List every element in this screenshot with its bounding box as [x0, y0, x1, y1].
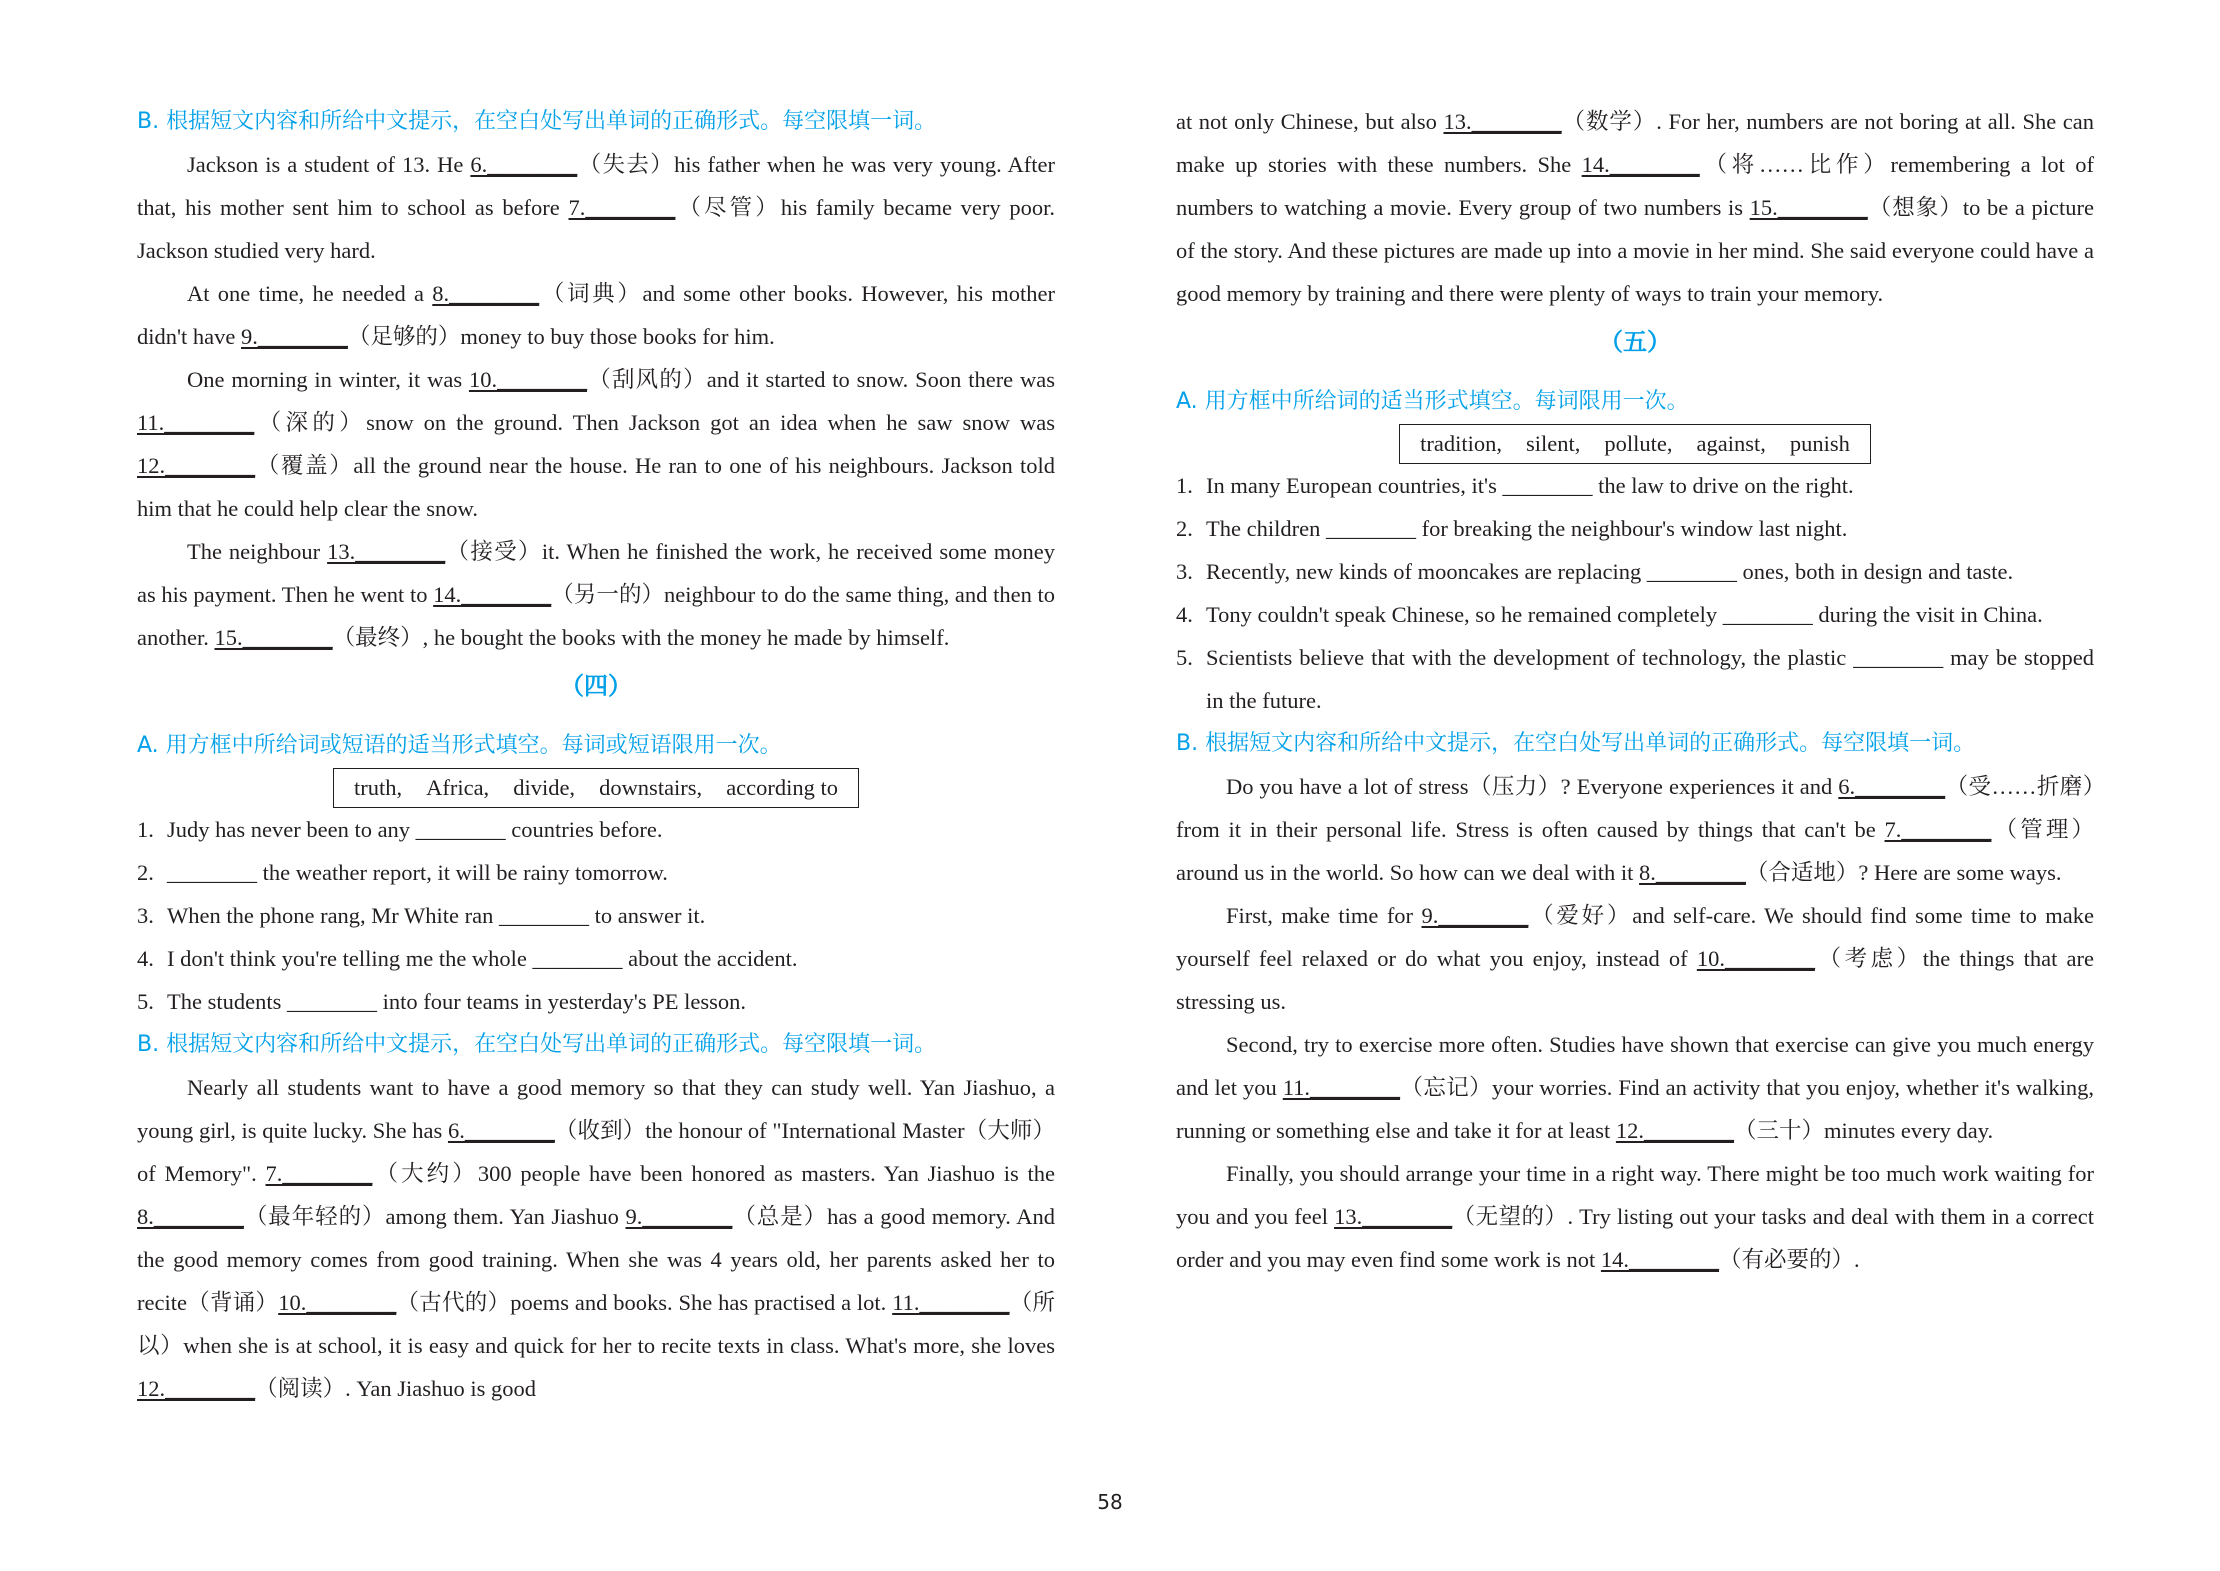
question-number: 4. — [1176, 602, 1193, 627]
question-number: 5. — [1176, 645, 1193, 670]
answer-blank: 13.________ — [1443, 109, 1562, 134]
word-box-item: tradition, — [1420, 431, 1502, 456]
answer-blank: 9.________ — [625, 1204, 733, 1229]
question-item — [137, 894, 1055, 937]
section-five-title: （五） — [1599, 328, 1671, 356]
answer-blank: 13.________ — [327, 539, 446, 564]
question-text: In many European countries, it's ________ the law to drive on the right. — [1206, 473, 1854, 498]
answer-blank: 8.________ — [432, 281, 540, 306]
answer-blank: 15.________ — [214, 625, 333, 650]
right-column — [1176, 100, 2094, 1281]
word-box — [333, 768, 859, 808]
section-b-instruction: B. 根据短文内容和所给中文提示，在空白处写出单词的正确形式。每空限填一词。 — [137, 109, 937, 134]
word-box-item: punish — [1789, 431, 1850, 456]
answer-blank: 9.________ — [241, 324, 348, 349]
answer-blank: 11.________ — [1282, 1075, 1401, 1100]
passage-paragraph: Second, try to exercise more often. Studies have shown that exercise can give you much energy and let you 11.________（忘记）your worries. Find an activity that you enjoy, whether it's walking, running or something else and take it for at least 12.________（三十）minutes every day. — [1176, 1032, 2094, 1143]
passage-paragraph: Finally, you should arrange your time in a right way. There might be too much work waiting for you and you feel 13.________（无望的）. Try listing out your tasks and deal with them in a correct order and you may even find some work is not 14.________（有必要的）. — [1176, 1161, 2094, 1272]
answer-blank: 6.________ — [470, 152, 578, 177]
question-text: ________ the weather report, it will be rainy tomorrow. — [167, 860, 668, 885]
answer-blank: 7.________ — [568, 195, 676, 220]
passage-paragraph: at not only Chinese, but also 13.________（数学）. For her, numbers are not boring at all. She can make up stories with these numbers. She 14.________（将……比作）remembering a lot of numbers to watching a movie. Every group of two numbers is 15.________（想象）to be a picture of the story. And these pictures are made up into a movie in her mind. She said everyone could have a good memory by training and there were plenty of ways to train your memory. — [1176, 109, 2095, 306]
answer-blank: 6.________ — [1838, 774, 1946, 799]
word-box-item: against, — [1696, 431, 1766, 456]
section-five-b-instruction: B. 根据短文内容和所给中文提示，在空白处写出单词的正确形式。每空限填一词。 — [1176, 731, 1976, 756]
word-box-item: truth, — [353, 775, 403, 800]
answer-blank: 10.________ — [468, 367, 588, 392]
word-box-item: Africa, — [426, 775, 490, 800]
answer-blank: 13.________ — [1334, 1204, 1453, 1229]
answer-blank: 9.________ — [1421, 903, 1529, 928]
passage-paragraph: At one time, he needed a 8.________（词典）and some other books. However, his mother didn't have 9.________（足够的）money to buy those books for him. — [137, 281, 1055, 349]
question-text: Scientists believe that with the development of technology, the plastic ________ may be stopped in the future. — [1206, 645, 2094, 713]
answer-blank: 8.________ — [137, 1204, 244, 1229]
answer-blank: 6.________ — [447, 1118, 555, 1143]
section-five-a-instruction: A. 用方框中所给词的适当形式填空。每词限用一次。 — [1176, 389, 1689, 414]
question-number: 4. — [137, 946, 154, 971]
question-text: The students ________ into four teams in yesterday's PE lesson. — [167, 989, 746, 1014]
left-column — [137, 100, 1055, 1410]
question-text: When the phone rang, Mr White ran ________ to answer it. — [167, 903, 706, 928]
page-number: 58 — [1097, 1490, 1123, 1514]
question-item — [137, 851, 1055, 894]
question-number: 1. — [1176, 473, 1193, 498]
word-box-item: downstairs, — [599, 775, 703, 800]
answer-blank: 14.________ — [1600, 1247, 1720, 1272]
section-four-b-instruction: B. 根据短文内容和所给中文提示，在空白处写出单词的正确形式。每空限填一词。 — [137, 1032, 937, 1057]
passage-paragraph: The neighbour 13.________（接受）it. When he finished the work, he received some money as his payment. Then he went to 14.________（另一的）neighbour to do the same thing, and then to another. 15.________（最终）, he bought the books with the money he made by himself. — [137, 539, 1055, 650]
passage-paragraph: Nearly all students want to have a good memory so that they can study well. Yan Jiashuo, a young girl, is quite lucky. She has 6.________（收到）the honour of "International Master（大师）of Memory". 7.________（大约）300 people have been honored as masters. Yan Jiashuo is the 8.________（最年轻的）among them. Yan Jiashuo 9.________（总是）has a good memory. And the good memory comes from good training. When she was 4 years old, her parents asked her to recite（背诵）10.________（古代的）poems and books. She has practised a lot. 11.________（所以）when she is at school, it is easy and quick for her to recite texts in class. What's more, she loves 12.________（阅读）. Yan Jiashuo is good — [137, 1075, 1055, 1401]
answer-blank: 8.________ — [1639, 860, 1746, 885]
question-item — [1176, 507, 2094, 550]
answer-blank: 12.________ — [137, 1376, 256, 1401]
question-number: 3. — [137, 903, 154, 928]
question-number: 2. — [1176, 516, 1193, 541]
question-number: 5. — [137, 989, 154, 1014]
section-four-title: （四） — [560, 672, 632, 700]
answer-blank: 12.________ — [1615, 1118, 1735, 1143]
word-box-item: pollute, — [1604, 431, 1673, 456]
answer-blank: 10.________ — [278, 1290, 397, 1315]
answer-blank: 10.________ — [1696, 946, 1815, 971]
answer-blank: 7.________ — [1884, 817, 1992, 842]
word-box — [1399, 424, 1871, 464]
question-item — [1176, 464, 2094, 507]
word-box-item: silent, — [1525, 431, 1581, 456]
passage-paragraph: First, make time for 9.________（爱好）and self-care. We should find some time to make yourself feel relaxed or do what you enjoy, instead of 10.________（考虑）the things that are stressing us. — [1176, 903, 2094, 1014]
question-text: Judy has never been to any ________ countries before. — [167, 817, 663, 842]
question-text: I don't think you're telling me the whole ________ about the accident. — [167, 946, 798, 971]
question-item — [137, 937, 1055, 980]
question-text: Tony couldn't speak Chinese, so he remained completely ________ during the visit in China. — [1206, 602, 2043, 627]
question-number: 3. — [1176, 559, 1193, 584]
question-item — [1176, 593, 2094, 636]
question-item — [1176, 550, 2094, 593]
passage-paragraph: Jackson is a student of 13. He 6.________（失去）his father when he was very young. After that, his mother sent him to school as before 7.________（尽管）his family became very poor. Jackson studied very hard. — [137, 152, 1056, 263]
passage-paragraph: Do you have a lot of stress（压力）? Everyone experiences it and 6.________（受……折磨）from it in their personal life. Stress is often caused by things that can't be 7.________（管理）around us in the world. So how can we deal with it 8.________（合适地）? Here are some ways. — [1176, 774, 2094, 885]
answer-blank: 14.________ — [433, 582, 552, 607]
question-text: The children ________ for breaking the neighbour's window last night. — [1206, 516, 1848, 541]
question-number: 2. — [137, 860, 154, 885]
answer-blank: 11.________ — [892, 1290, 1010, 1315]
question-text: Recently, new kinds of mooncakes are replacing ________ ones, both in design and taste. — [1206, 559, 2014, 584]
answer-blank: 14.________ — [1581, 152, 1700, 177]
question-item — [1176, 636, 2094, 722]
word-box-item: divide, — [513, 775, 576, 800]
answer-blank: 12.________ — [137, 453, 256, 478]
answer-blank: 11.________ — [137, 410, 255, 435]
question-item — [137, 808, 1055, 851]
question-number: 1. — [137, 817, 154, 842]
answer-blank: 15.________ — [1749, 195, 1868, 220]
section-four-a-instruction: A. 用方框中所给词或短语的适当形式填空。每词或短语限用一次。 — [137, 733, 782, 758]
question-item — [137, 980, 1055, 1023]
word-box-item: according to — [726, 775, 839, 800]
answer-blank: 7.________ — [265, 1161, 373, 1186]
passage-paragraph: One morning in winter, it was 10.________（刮风的）and it started to snow. Soon there was 11.________（深的）snow on the ground. Then Jackson got an idea when he saw snow was 12.________（覆盖）all the ground near the house. He ran to one of his neighbours. Jackson told him that he could help clear the snow. — [137, 367, 1055, 521]
